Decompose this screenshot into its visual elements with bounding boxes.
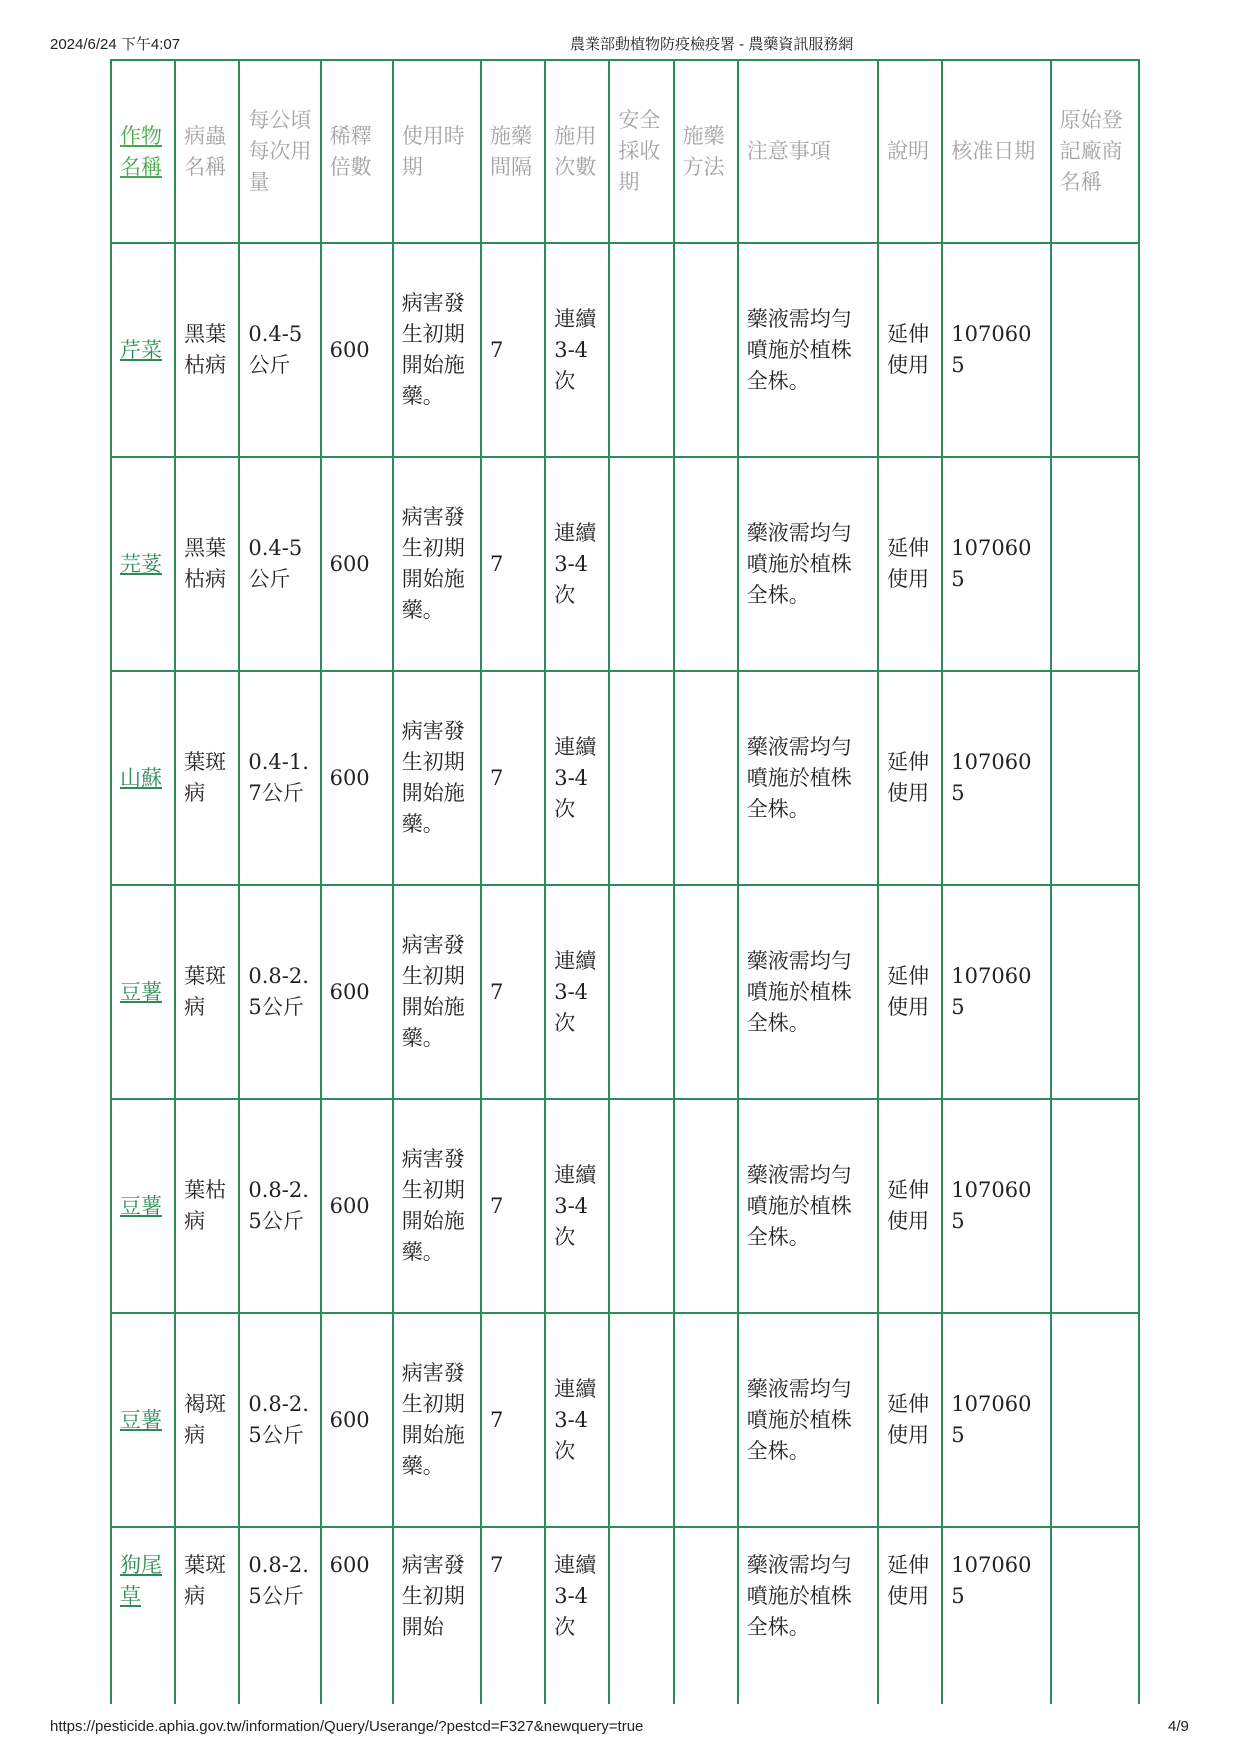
date-cell: 1070605 — [942, 1313, 1050, 1527]
vendor-cell — [1051, 671, 1139, 885]
site-title: 農業部動植物防疫檢疫署 - 農藥資訊服務網 — [570, 36, 854, 53]
method-cell — [674, 457, 738, 671]
vendor-cell — [1051, 1527, 1139, 1704]
dosage-cell: 0.4-1.7公斤 — [239, 671, 320, 885]
header-interval: 施藥間隔 — [481, 60, 545, 243]
date-cell: 1070605 — [942, 1527, 1050, 1704]
notes-cell: 藥液需均勻噴施於植株全株。 — [738, 457, 878, 671]
crop-cell[interactable] — [111, 1527, 175, 1704]
header-notes: 注意事項 — [738, 60, 878, 243]
interval-cell: 7 — [481, 457, 545, 671]
dosage-cell: 0.8-2.5公斤 — [239, 1099, 320, 1313]
notes-cell: 藥液需均勻噴施於植株全株。 — [738, 1527, 878, 1704]
crop-cell[interactable] — [111, 885, 175, 1099]
phi-cell — [609, 1313, 673, 1527]
dosage-cell: 0.8-2.5公斤 — [239, 1527, 320, 1704]
desc-cell: 延伸使用 — [878, 1099, 942, 1313]
timing-cell: 病害發生初期開始施藥。 — [393, 243, 481, 457]
date-cell: 1070605 — [942, 885, 1050, 1099]
desc-cell: 延伸使用 — [878, 243, 942, 457]
method-cell — [674, 1313, 738, 1527]
dosage-cell: 0.8-2.5公斤 — [239, 885, 320, 1099]
method-cell — [674, 885, 738, 1099]
vendor-cell — [1051, 243, 1139, 457]
pest-cell: 黑葉枯病 — [175, 243, 239, 457]
page-url: https://pesticide.aphia.gov.tw/information/Query/Userange/?pestcd=F327&newquery=true — [50, 1718, 644, 1735]
notes-cell: 藥液需均勻噴施於植株全株。 — [738, 243, 878, 457]
usage-table-container — [110, 59, 1140, 1704]
interval-cell: 7 — [481, 1099, 545, 1313]
header-vendor: 原始登記廠商名稱 — [1051, 60, 1139, 243]
notes-cell: 藥液需均勻噴施於植株全株。 — [738, 1099, 878, 1313]
crop-sort-link[interactable]: 作物名稱 — [120, 123, 162, 179]
crop-link[interactable]: 山蘇 — [120, 765, 162, 790]
page-number: 4/9 — [1168, 1718, 1189, 1735]
phi-cell — [609, 1099, 673, 1313]
desc-cell: 延伸使用 — [878, 457, 942, 671]
crop-link[interactable]: 豆薯 — [120, 1193, 162, 1218]
pesticide-usage-table — [110, 59, 1140, 1704]
print-datetime: 2024/6/24 下午4:07 — [50, 36, 181, 53]
crop-cell[interactable] — [111, 671, 175, 885]
interval-cell: 7 — [481, 1313, 545, 1527]
desc-cell: 延伸使用 — [878, 885, 942, 1099]
dilution-cell: 600 — [321, 1313, 393, 1527]
times-cell: 連續3-4次 — [545, 243, 609, 457]
times-cell: 連續3-4次 — [545, 671, 609, 885]
dilution-cell: 600 — [321, 885, 393, 1099]
dilution-cell: 600 — [321, 457, 393, 671]
crop-cell[interactable] — [111, 1099, 175, 1313]
interval-cell: 7 — [481, 885, 545, 1099]
timing-cell: 病害發生初期開始施藥。 — [393, 671, 481, 885]
crop-link[interactable]: 狗尾草 — [120, 1553, 162, 1608]
crop-link[interactable]: 豆薯 — [120, 979, 162, 1004]
header-dosage: 每公頃每次用量 — [239, 60, 320, 243]
vendor-cell — [1051, 1099, 1139, 1313]
header-pest: 病蟲名稱 — [175, 60, 239, 243]
desc-cell: 延伸使用 — [878, 671, 942, 885]
dilution-cell: 600 — [321, 1527, 393, 1704]
method-cell — [674, 1099, 738, 1313]
dilution-cell: 600 — [321, 671, 393, 885]
header-times: 施用次數 — [545, 60, 609, 243]
header-date: 核准日期 — [942, 60, 1050, 243]
table-row — [111, 885, 1139, 1099]
phi-cell — [609, 457, 673, 671]
table-header-row — [111, 60, 1139, 243]
times-cell: 連續3-4次 — [545, 1099, 609, 1313]
table-row — [111, 1099, 1139, 1313]
header-phi: 安全採收期 — [609, 60, 673, 243]
table-row — [111, 1313, 1139, 1527]
timing-cell: 病害發生初期開始 — [393, 1527, 481, 1704]
pest-cell: 葉斑病 — [175, 885, 239, 1099]
method-cell — [674, 671, 738, 885]
times-cell: 連續3-4次 — [545, 1527, 609, 1704]
dosage-cell: 0.4-5公斤 — [239, 243, 320, 457]
notes-cell: 藥液需均勻噴施於植株全株。 — [738, 1313, 878, 1527]
header-crop[interactable] — [111, 60, 175, 243]
notes-cell: 藥液需均勻噴施於植株全株。 — [738, 671, 878, 885]
header-method: 施藥方法 — [674, 60, 738, 243]
crop-cell[interactable] — [111, 1313, 175, 1527]
crop-link[interactable]: 芫荽 — [120, 551, 162, 576]
pest-cell: 葉斑病 — [175, 671, 239, 885]
desc-cell: 延伸使用 — [878, 1313, 942, 1527]
phi-cell — [609, 671, 673, 885]
crop-link[interactable]: 豆薯 — [120, 1407, 162, 1432]
phi-cell — [609, 885, 673, 1099]
table-row — [111, 1527, 1139, 1704]
header-dilution: 稀釋倍數 — [321, 60, 393, 243]
date-cell: 1070605 — [942, 671, 1050, 885]
times-cell: 連續3-4次 — [545, 1313, 609, 1527]
interval-cell: 7 — [481, 243, 545, 457]
method-cell — [674, 1527, 738, 1704]
times-cell: 連續3-4次 — [545, 885, 609, 1099]
vendor-cell — [1051, 885, 1139, 1099]
pest-cell: 褐斑病 — [175, 1313, 239, 1527]
vendor-cell — [1051, 457, 1139, 671]
phi-cell — [609, 1527, 673, 1704]
interval-cell: 7 — [481, 671, 545, 885]
timing-cell: 病害發生初期開始施藥。 — [393, 457, 481, 671]
timing-cell: 病害發生初期開始施藥。 — [393, 885, 481, 1099]
table-row — [111, 243, 1139, 457]
timing-cell: 病害發生初期開始施藥。 — [393, 1313, 481, 1527]
interval-cell: 7 — [481, 1527, 545, 1704]
notes-cell: 藥液需均勻噴施於植株全株。 — [738, 885, 878, 1099]
crop-link[interactable]: 芹菜 — [120, 337, 162, 362]
crop-cell[interactable] — [111, 457, 175, 671]
table-row — [111, 671, 1139, 885]
vendor-cell — [1051, 1313, 1139, 1527]
dilution-cell: 600 — [321, 243, 393, 457]
pest-cell: 葉斑病 — [175, 1527, 239, 1704]
dilution-cell: 600 — [321, 1099, 393, 1313]
desc-cell: 延伸使用 — [878, 1527, 942, 1704]
header-timing: 使用時期 — [393, 60, 481, 243]
date-cell: 1070605 — [942, 457, 1050, 671]
table-row — [111, 457, 1139, 671]
header-desc: 說明 — [878, 60, 942, 243]
pest-cell: 葉枯病 — [175, 1099, 239, 1313]
dosage-cell: 0.4-5公斤 — [239, 457, 320, 671]
timing-cell: 病害發生初期開始施藥。 — [393, 1099, 481, 1313]
phi-cell — [609, 243, 673, 457]
times-cell: 連續3-4次 — [545, 457, 609, 671]
method-cell — [674, 243, 738, 457]
date-cell: 1070605 — [942, 1099, 1050, 1313]
date-cell: 1070605 — [942, 243, 1050, 457]
dosage-cell: 0.8-2.5公斤 — [239, 1313, 320, 1527]
crop-cell[interactable] — [111, 243, 175, 457]
pest-cell: 黑葉枯病 — [175, 457, 239, 671]
